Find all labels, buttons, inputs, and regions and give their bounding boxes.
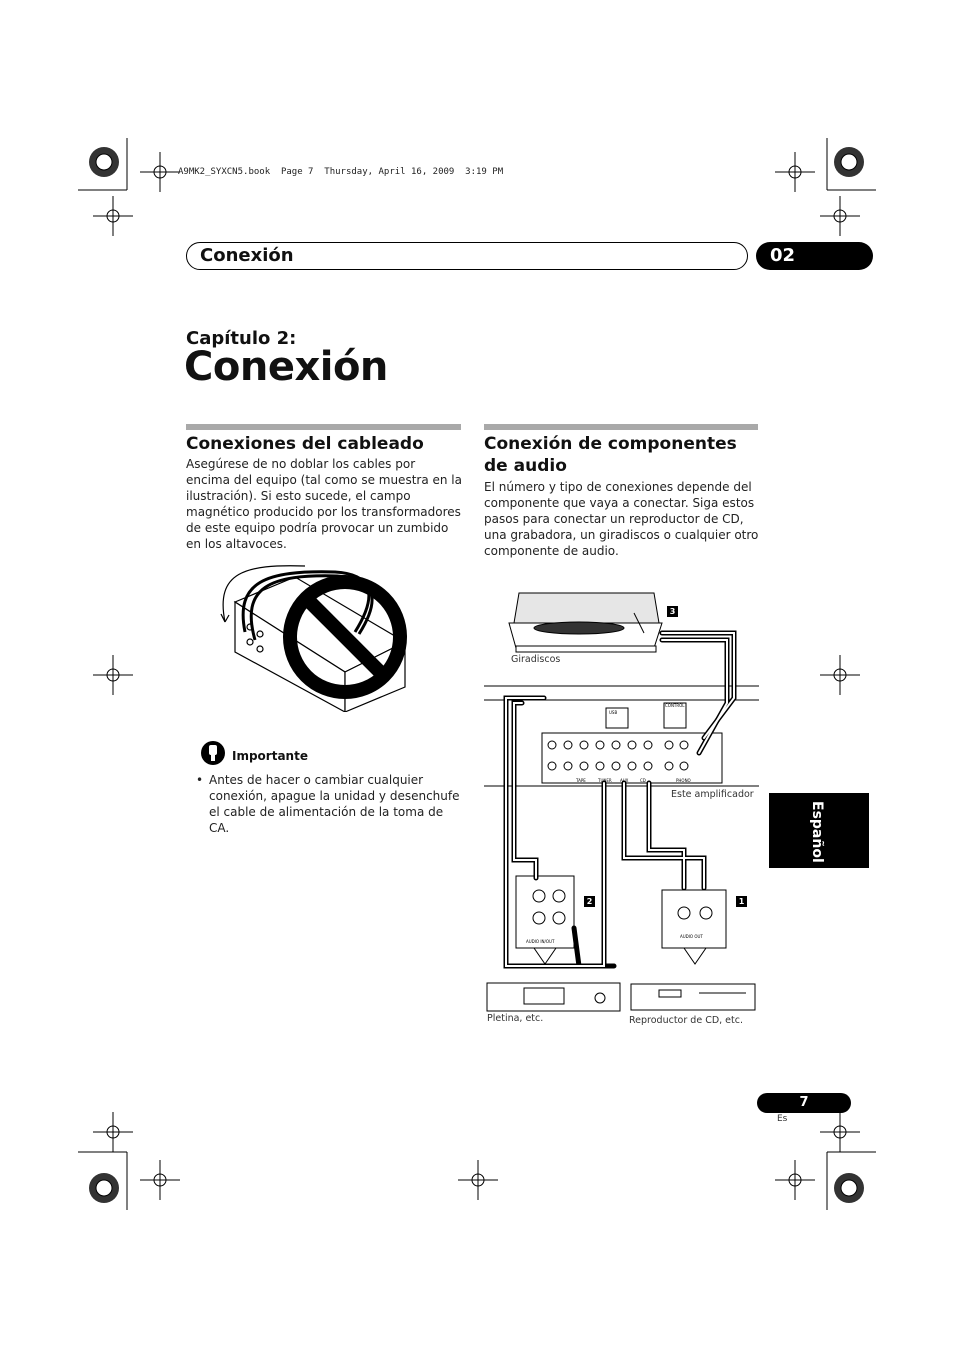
step-badge-3: 3 xyxy=(667,606,678,617)
cable-warning-illustration xyxy=(205,562,417,712)
section-rule-right xyxy=(484,424,758,430)
panel-label-usb: USB xyxy=(609,710,618,715)
print-info: A9MK2_SYXCN5.book Page 7 Thursday, April 16, 2009 3:19 PM xyxy=(178,167,504,177)
panel-label-tape: TAPE xyxy=(576,778,586,783)
caption-turntable: Giradiscos xyxy=(511,654,561,665)
important-icon xyxy=(200,740,226,766)
step-badge-1: 1 xyxy=(736,896,747,907)
language-code: Es xyxy=(777,1114,788,1124)
important-label: Importante xyxy=(232,749,308,763)
header-title: Conexión xyxy=(200,245,294,266)
page-number: 7 xyxy=(757,1093,851,1113)
chapter-label: Capítulo 2: xyxy=(186,328,297,349)
chapter-number-badge: 02 xyxy=(756,242,873,270)
panel-label-tuner: TUNER xyxy=(598,778,612,783)
section-body-audio-components: El número y tipo de conexiones depende del componente que vaya a conectar. Siga estos pasos para conectar un reproductor de CD, una grabadora, un giradiscos o cualquier otro componente de audio. xyxy=(484,480,759,558)
language-side-tab-label-wrap xyxy=(803,796,873,866)
step-badge-2: 2 xyxy=(584,896,595,907)
panel-label-control: CONTROL xyxy=(665,703,685,708)
panel-label-cd: CD xyxy=(640,778,646,783)
caption-tape-deck: Pletina, etc. xyxy=(487,1013,544,1024)
language-side-tab-label: Español xyxy=(809,801,825,863)
panel-label-audio-in-out: AUDIO IN/OUT xyxy=(526,939,555,944)
caption-amplifier: Este amplificador xyxy=(671,789,754,800)
section-rule-left xyxy=(186,424,461,430)
caption-cd-player: Reproductor de CD, etc. xyxy=(629,1015,743,1026)
important-bullets xyxy=(196,772,466,836)
panel-label-audio-out: AUDIO OUT xyxy=(680,934,703,939)
section-title-cabling: Conexiones del cableado xyxy=(186,434,424,454)
section-title-audio-components: Conexión de componentes de audio xyxy=(484,434,737,476)
important-bullet-item: • Antes de hacer o cambiar cualquier conexión, apague la unidad y desenchufe el cable de alimentación de la toma de CA. xyxy=(196,772,466,836)
panel-label-phono: PHONO xyxy=(676,778,691,783)
section-body-cabling: Asegúrese de no doblar los cables por encima del equipo (tal como se muestra en la ilustración). Si esto sucede, el campo magnético producido por los transformadores de este equipo podría provocar un zumbido en los altavoces. xyxy=(186,457,462,551)
chapter-title: Conexión xyxy=(184,344,388,390)
panel-label-aux: AUX xyxy=(620,778,629,783)
